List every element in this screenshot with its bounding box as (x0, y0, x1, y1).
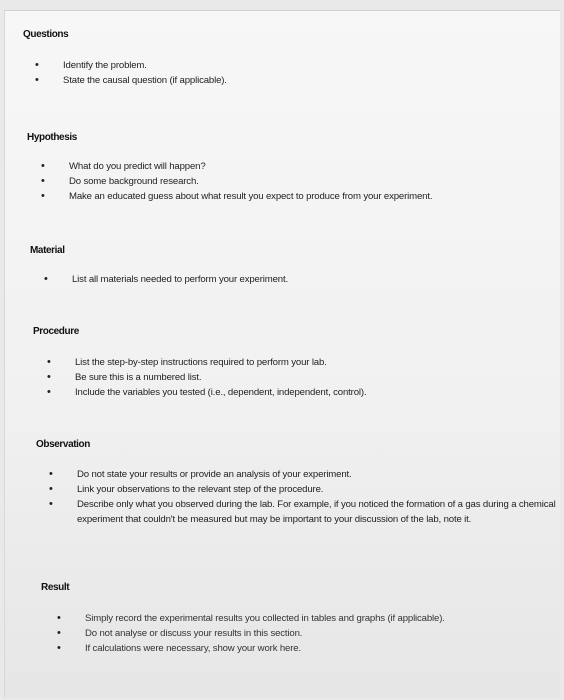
section-result (41, 582, 556, 656)
list-item: • Simply record the experimental results you collected in tables and graphs (if applicable). (57, 611, 556, 626)
list-hypothesis (41, 159, 547, 204)
list-item: • Be sure this is a numbered list. (47, 370, 553, 385)
list-item: • State the causal question (if applicable). (35, 73, 543, 88)
list-result (57, 611, 556, 656)
section-material (30, 245, 550, 287)
section-hypothesis (27, 132, 547, 204)
list-item: • List the step-by-step instructions required to perform your lab. (47, 355, 553, 370)
heading-observation: Observation (36, 439, 90, 450)
list-item: • Make an educated guess about what result you expect to produce from your experiment. (41, 189, 547, 204)
heading-result: Result (41, 582, 70, 593)
heading-procedure: Procedure (33, 326, 79, 337)
list-item: • Do not state your results or provide an analysis of your experiment. (49, 467, 561, 482)
list-item: • Link your observations to the relevant step of the procedure. (49, 482, 561, 497)
list-item: • What do you predict will happen? (41, 159, 547, 174)
list-item: • Identify the problem. (35, 58, 543, 73)
list-item: • Do some background research. (41, 174, 547, 189)
heading-questions: Questions (23, 29, 69, 40)
section-questions (23, 29, 543, 88)
list-questions (35, 58, 543, 88)
list-item: • List all materials needed to perform your experiment. (44, 272, 550, 287)
section-observation (36, 439, 561, 527)
section-procedure (33, 326, 553, 400)
document-page (4, 10, 560, 698)
list-observation (49, 467, 561, 527)
list-item: • Do not analyse or discuss your results in this section. (57, 626, 556, 641)
list-item: • Include the variables you tested (i.e., dependent, independent, control). (47, 385, 553, 400)
list-item: • If calculations were necessary, show your work here. (57, 641, 556, 656)
list-procedure (47, 355, 553, 400)
list-material (44, 272, 550, 287)
list-item: • Describe only what you observed during the lab. For example, if you noticed the formation of a gas during a chemical experiment that couldn't be measured but may be important to your discussion of the lab, note it. (49, 497, 561, 527)
heading-material: Material (30, 245, 65, 256)
heading-hypothesis: Hypothesis (27, 132, 77, 143)
